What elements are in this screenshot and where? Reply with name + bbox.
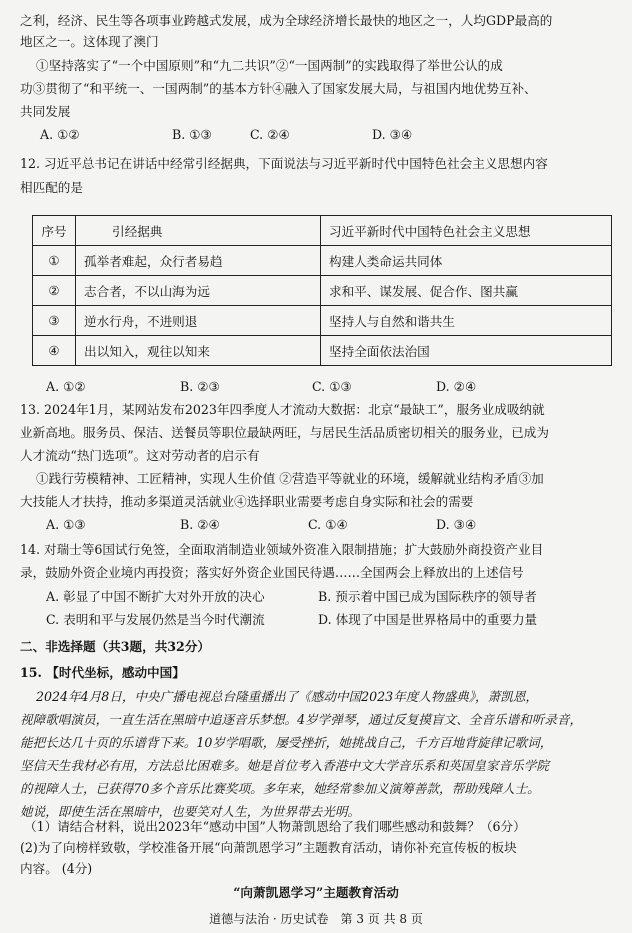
table-header: 序号 <box>33 216 76 246</box>
table-cell: ③ <box>33 306 76 336</box>
table-cell: 逆水行舟，不进则退 <box>76 306 321 336</box>
table-header-row <box>33 216 612 246</box>
material-line: 能把长达几十页的乐谱背下来。10岁学唱歌，屡受挫折，她挑战自己，千方百地背旋律记歌词， <box>20 735 553 750</box>
option-c[interactable]: C. ②④ <box>250 127 290 142</box>
question-13-stem: 13. 2024年1月，某网站发布2023年四季度人才流动大数据：北京“最缺工”，服务业成吸纳就 <box>20 402 545 417</box>
question-13-stem: 人才流动“热门选项”。这对劳动者的启示有 <box>20 448 260 463</box>
table-header: 习近平新时代中国特色社会主义思想 <box>321 216 612 246</box>
material-line: 2024年4月8日，中央广播电视总台隆重播出了《感动中国2023年度人物盛典》，萧凯恩， <box>36 689 539 704</box>
table-header: 引经据典 <box>76 216 321 246</box>
question-14-stem: 14. 对瑞士等6国试行免签，全面取消制造业领域外资准入限制措施；扩大鼓励外商投资产业目 <box>20 542 544 557</box>
table-cell: 出以知入，观往以知来 <box>76 336 321 366</box>
page-footer: 道德与法治 · 历史试卷 第 3 页 共 8 页 <box>209 912 423 926</box>
table-cell: 志合者，不以山海为远 <box>76 276 321 306</box>
table-cell: ④ <box>33 336 76 366</box>
option-b[interactable]: B. ②④ <box>180 517 220 532</box>
material-line: 坚信天生我材必有用，方法总比困难多。她是首位考入香港中文大学音乐系和英国皇家音乐学院 <box>20 758 549 773</box>
sub-question-1: （1）请结合材料，说出2023年“感动中国”人物萧凯恩给了我们哪些感动和鼓舞？（6分） <box>24 819 526 834</box>
option-a[interactable]: A. ①③ <box>46 517 86 532</box>
option-b[interactable]: B. 预示着中国已成为国际秩序的领导者 <box>318 589 537 604</box>
option-a[interactable]: A. ①② <box>40 127 80 142</box>
question-12-stem: 12. 习近平总书记在讲话中经常引经据典，下面说法与习近平新时代中国特色社会主义思想内容 <box>20 156 548 171</box>
text-line: 地区之一。这体现了澳门 <box>20 34 159 49</box>
material-line: 的视障人士，已获得70多个音乐比赛奖项。多年来，她经常参加义演筹善款，帮助残障人士。 <box>20 781 540 796</box>
question-13-item: 大技能人才扶持，推动多渠道灵活就业④选择职业需要考虑自身实际和社会的需要 <box>20 494 474 509</box>
option-b[interactable]: B. ②③ <box>180 379 220 394</box>
option-c[interactable]: C. 表明和平与发展仍然是当今时代潮流 <box>46 612 265 627</box>
option-d[interactable]: D. ②④ <box>436 379 477 394</box>
option-a[interactable]: A. 彰显了中国不断扩大对外开放的决心 <box>46 589 265 604</box>
table-cell: ① <box>33 246 76 276</box>
option-c[interactable]: C. ①③ <box>312 379 352 394</box>
table-cell: 求和平、谋发展、促合作、图共赢 <box>321 276 612 306</box>
option-a[interactable]: A. ①② <box>46 379 86 394</box>
table-row <box>33 246 612 276</box>
table-row <box>33 306 612 336</box>
question-13-stem: 业新高地。服务员、保洁、送餐员等职位最缺两旺，与居民生活品质密切相关的服务业，已成为 <box>20 425 549 440</box>
table-cell: 坚持全面依法治国 <box>321 336 612 366</box>
table-cell: 坚持人与自然和谐共生 <box>321 306 612 336</box>
material-line: 视障歌唱演员，一直生活在黑暗中追逐音乐梦想。4岁学弹琴，通过反复摸盲文、全音乐谱和听录音， <box>20 712 583 727</box>
option-d[interactable]: D. ③④ <box>372 127 413 142</box>
text-line: 之利，经济、民生等各项事业跨越式发展，成为全球经济增长最快的地区之一，人均GDP最高的 <box>20 13 553 28</box>
sub-question-2: 内容。 (4分) <box>20 861 93 876</box>
quotation-table <box>32 215 612 366</box>
option-d[interactable]: D. 体现了中国是世界格局中的重要力量 <box>318 612 538 627</box>
option-c[interactable]: C. ①④ <box>308 517 348 532</box>
text-line: ①坚持落实了“一个中国原则”和“九二共识”②“一国两制”的实践取得了举世公认的成 <box>36 58 503 73</box>
table-cell: 构建人类命运共同体 <box>321 246 612 276</box>
question-14-stem: 录，鼓励外资企业境内再投资；落实好外资企业国民待遇……全国两会上释放出的上述信号 <box>20 565 524 580</box>
material-line: 她说，即使生活在黑暗中，也要笑对人生，为世界带去光明。 <box>20 804 361 819</box>
table-row <box>33 336 612 366</box>
question-13-item: ①践行劳模精神、工匠精神，实现人生价值 ②营造平等就业的环境，缓解就业结构矛盾③加 <box>36 471 544 486</box>
table-cell: 孤举者难起，众行者易趋 <box>76 246 321 276</box>
activity-title: “向萧凯恩学习”主题教育活动 <box>233 885 399 900</box>
section-heading: 二、非选择题（共3题，共32分） <box>20 639 211 654</box>
text-line: 共同发展 <box>20 104 71 119</box>
option-d[interactable]: D. ③④ <box>436 517 477 532</box>
table-row <box>33 276 612 306</box>
text-line: 功③贯彻了“和平统一、一国两制”的基本方针④融入了国家发展大局，与祖国内地优势互补、 <box>20 81 537 96</box>
sub-question-2: (2)为了向榜样致敬，学校准备开展“向萧凯恩学习”主题教育活动，请你补充宣传板的板块 <box>20 840 517 855</box>
question-15-title: 15. 【时代坐标，感动中国】 <box>20 665 185 680</box>
question-12-stem: 相匹配的是 <box>20 180 83 195</box>
option-b[interactable]: B. ①③ <box>172 127 212 142</box>
table-cell: ② <box>33 276 76 306</box>
